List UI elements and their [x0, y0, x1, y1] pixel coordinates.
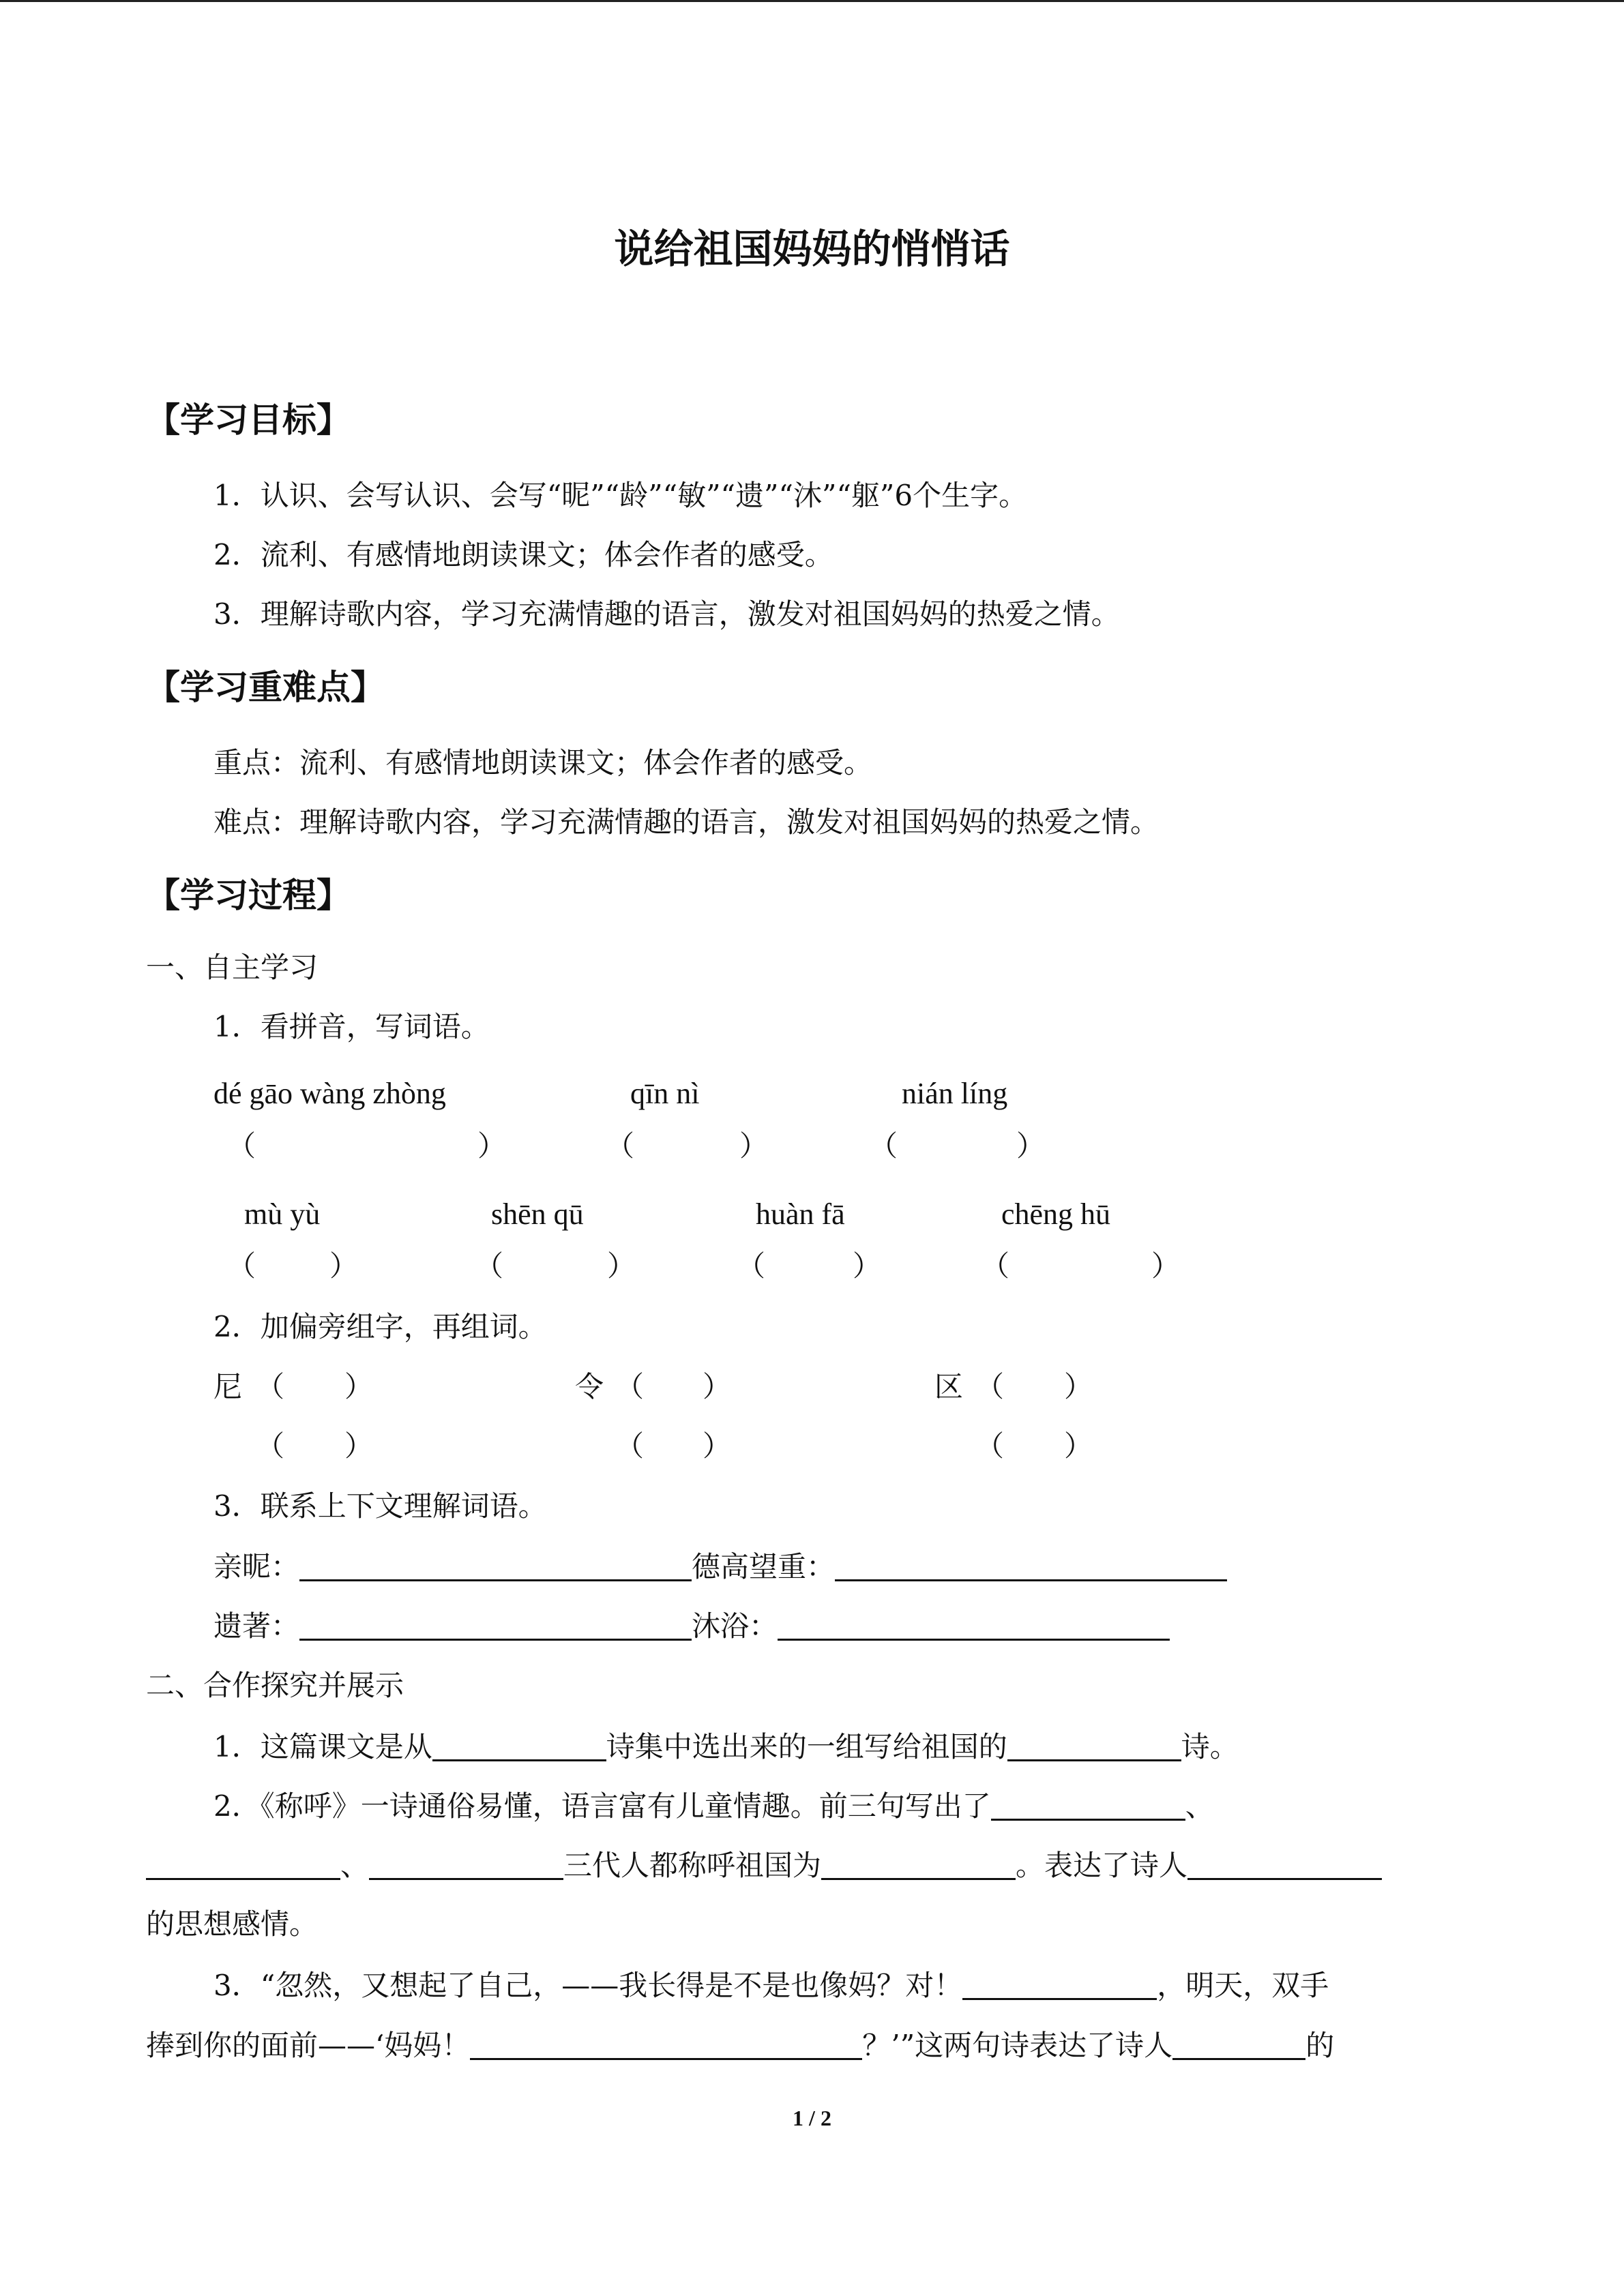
paren-open: （	[227, 1249, 256, 1283]
part1-q2: 2．加偏旁组字，再组词。	[213, 1310, 547, 1343]
paren-close: ）	[607, 1249, 636, 1283]
paren-close: ）	[1151, 1249, 1181, 1283]
top-border	[0, 0, 1624, 2]
pinyin-degaowangzhong: dé gāo wàng zhòng	[213, 1077, 446, 1110]
paren-close: ）	[329, 1249, 359, 1283]
hard-point: 难点：理解诗歌内容，学习充满情趣的语言，激发对祖国妈妈的热爱之情。	[213, 805, 1160, 839]
q3-text: ，明天，双手	[1157, 1969, 1329, 2002]
part1-heading: 一、自主学习	[146, 951, 319, 984]
q3-text: 的	[1305, 2029, 1335, 2062]
word-label: 亲昵：	[213, 1550, 300, 1583]
radical-ni: 尼	[213, 1370, 243, 1403]
answer-blank[interactable]	[470, 2031, 862, 2060]
answer-blank[interactable]	[432, 1732, 606, 1761]
word-qinni	[213, 1552, 1227, 1581]
q2-text: 2．《称呼》一诗通俗易懂，语言富有儿童情趣。前三句写出了	[213, 1789, 991, 1823]
q1-text: 诗集中选出来的一组写给祖国的	[606, 1730, 1007, 1763]
part2-q3-line1	[213, 1971, 1329, 2000]
paren-close: ）	[344, 1370, 374, 1403]
paren-close: ）	[344, 1429, 374, 1463]
part2-q2-line1	[213, 1791, 1214, 1821]
section-difficulty: 【学习重难点】	[146, 668, 385, 707]
q3-text: 3．“忽然，又想起了自己，——我长得是不是也像妈？对！	[213, 1969, 963, 2002]
q2-text: 。表达了诗人	[1016, 1849, 1188, 1882]
word-yizhu	[213, 1611, 1170, 1641]
paren-close: ）	[739, 1129, 769, 1163]
answer-blank[interactable]	[299, 1552, 692, 1581]
answer-blank[interactable]	[1187, 1851, 1382, 1880]
section-goals: 【学习目标】	[146, 400, 351, 440]
part2-q2-line3: 的思想感情。	[146, 1907, 319, 1941]
q2-text: 、	[340, 1849, 370, 1882]
q3-text: 捧到你的面前——‘妈妈！	[146, 2029, 471, 2062]
radical-qu: 区	[934, 1370, 964, 1403]
section-process: 【学习过程】	[146, 876, 351, 915]
paren-close: ）	[853, 1249, 882, 1283]
paren-open: （	[981, 1249, 1010, 1283]
paren-close: ）	[703, 1370, 732, 1403]
answer-blank[interactable]	[1172, 2031, 1305, 2060]
answer-blank[interactable]	[778, 1611, 1170, 1641]
answer-blank[interactable]	[835, 1552, 1227, 1581]
goal-1: 1．认识、会写认识、会写“昵”“龄”“敏”“遗”“沐”“躯”6个生字。	[213, 479, 1028, 512]
part2-heading: 二、合作探究并展示	[146, 1669, 404, 1702]
page-title: 说给祖国妈妈的悄悄话	[614, 226, 1010, 272]
q1-text: 诗。	[1181, 1730, 1239, 1763]
pinyin-huanfa: huàn fā	[756, 1197, 845, 1231]
radical-ling: 令	[575, 1370, 604, 1403]
pinyin-qinni: qīn nì	[630, 1077, 700, 1110]
answer-blank[interactable]	[299, 1611, 692, 1641]
part2-q3-line2	[146, 2031, 1334, 2060]
paren-close: ）	[477, 1129, 507, 1163]
page-number: 1 / 2	[793, 2106, 831, 2130]
pinyin-nianling: nián líng	[902, 1077, 1008, 1110]
part2-q1	[213, 1732, 1239, 1761]
pinyin-shenqu: shēn qū	[491, 1197, 584, 1231]
key-point: 重点：流利、有感情地朗读课文；体会作者的感受。	[213, 746, 873, 779]
word-label: 沐浴：	[692, 1609, 778, 1643]
word-label: 遗著：	[213, 1609, 300, 1643]
paren-close: ）	[703, 1429, 732, 1463]
pinyin-muyu: mù yù	[244, 1197, 321, 1231]
paren-open: （	[975, 1370, 1005, 1403]
paren-open: （	[975, 1429, 1005, 1463]
paren-open: （	[606, 1129, 635, 1163]
paren-open: （	[256, 1370, 285, 1403]
answer-blank[interactable]	[146, 1851, 340, 1880]
paren-open: （	[615, 1370, 645, 1403]
paren-close: ）	[1064, 1370, 1093, 1403]
q2-text: 三代人都称呼祖国为	[563, 1849, 822, 1882]
paren-open: （	[869, 1129, 898, 1163]
paren-open: （	[475, 1249, 504, 1283]
paren-open: （	[615, 1429, 645, 1463]
paren-open: （	[737, 1249, 766, 1283]
paren-close: ）	[1064, 1429, 1093, 1463]
q2-text: 、	[1185, 1789, 1214, 1823]
answer-blank[interactable]	[991, 1791, 1185, 1821]
answer-blank[interactable]	[369, 1851, 563, 1880]
answer-blank[interactable]	[962, 1971, 1157, 2000]
answer-blank[interactable]	[821, 1851, 1016, 1880]
paren-open: （	[227, 1129, 256, 1163]
paren-open: （	[256, 1429, 285, 1463]
goal-3: 3．理解诗歌内容，学习充满情趣的语言，激发对祖国妈妈的热爱之情。	[213, 597, 1120, 631]
part1-q1: 1．看拼音，写词语。	[213, 1010, 490, 1043]
answer-blank[interactable]	[1007, 1732, 1181, 1761]
word-label: 德高望重：	[692, 1550, 836, 1583]
pinyin-chenghu: chēng hū	[1001, 1197, 1111, 1231]
q3-text: ？’”这两句诗表达了诗人	[862, 2029, 1173, 2062]
q1-text: 1．这篇课文是从	[213, 1730, 432, 1763]
goal-2: 2．流利、有感情地朗读课文；体会作者的感受。	[213, 538, 833, 571]
part1-q3: 3．联系上下文理解词语。	[213, 1489, 547, 1523]
part2-q2-line2	[146, 1851, 1382, 1880]
paren-close: ）	[1016, 1129, 1046, 1163]
